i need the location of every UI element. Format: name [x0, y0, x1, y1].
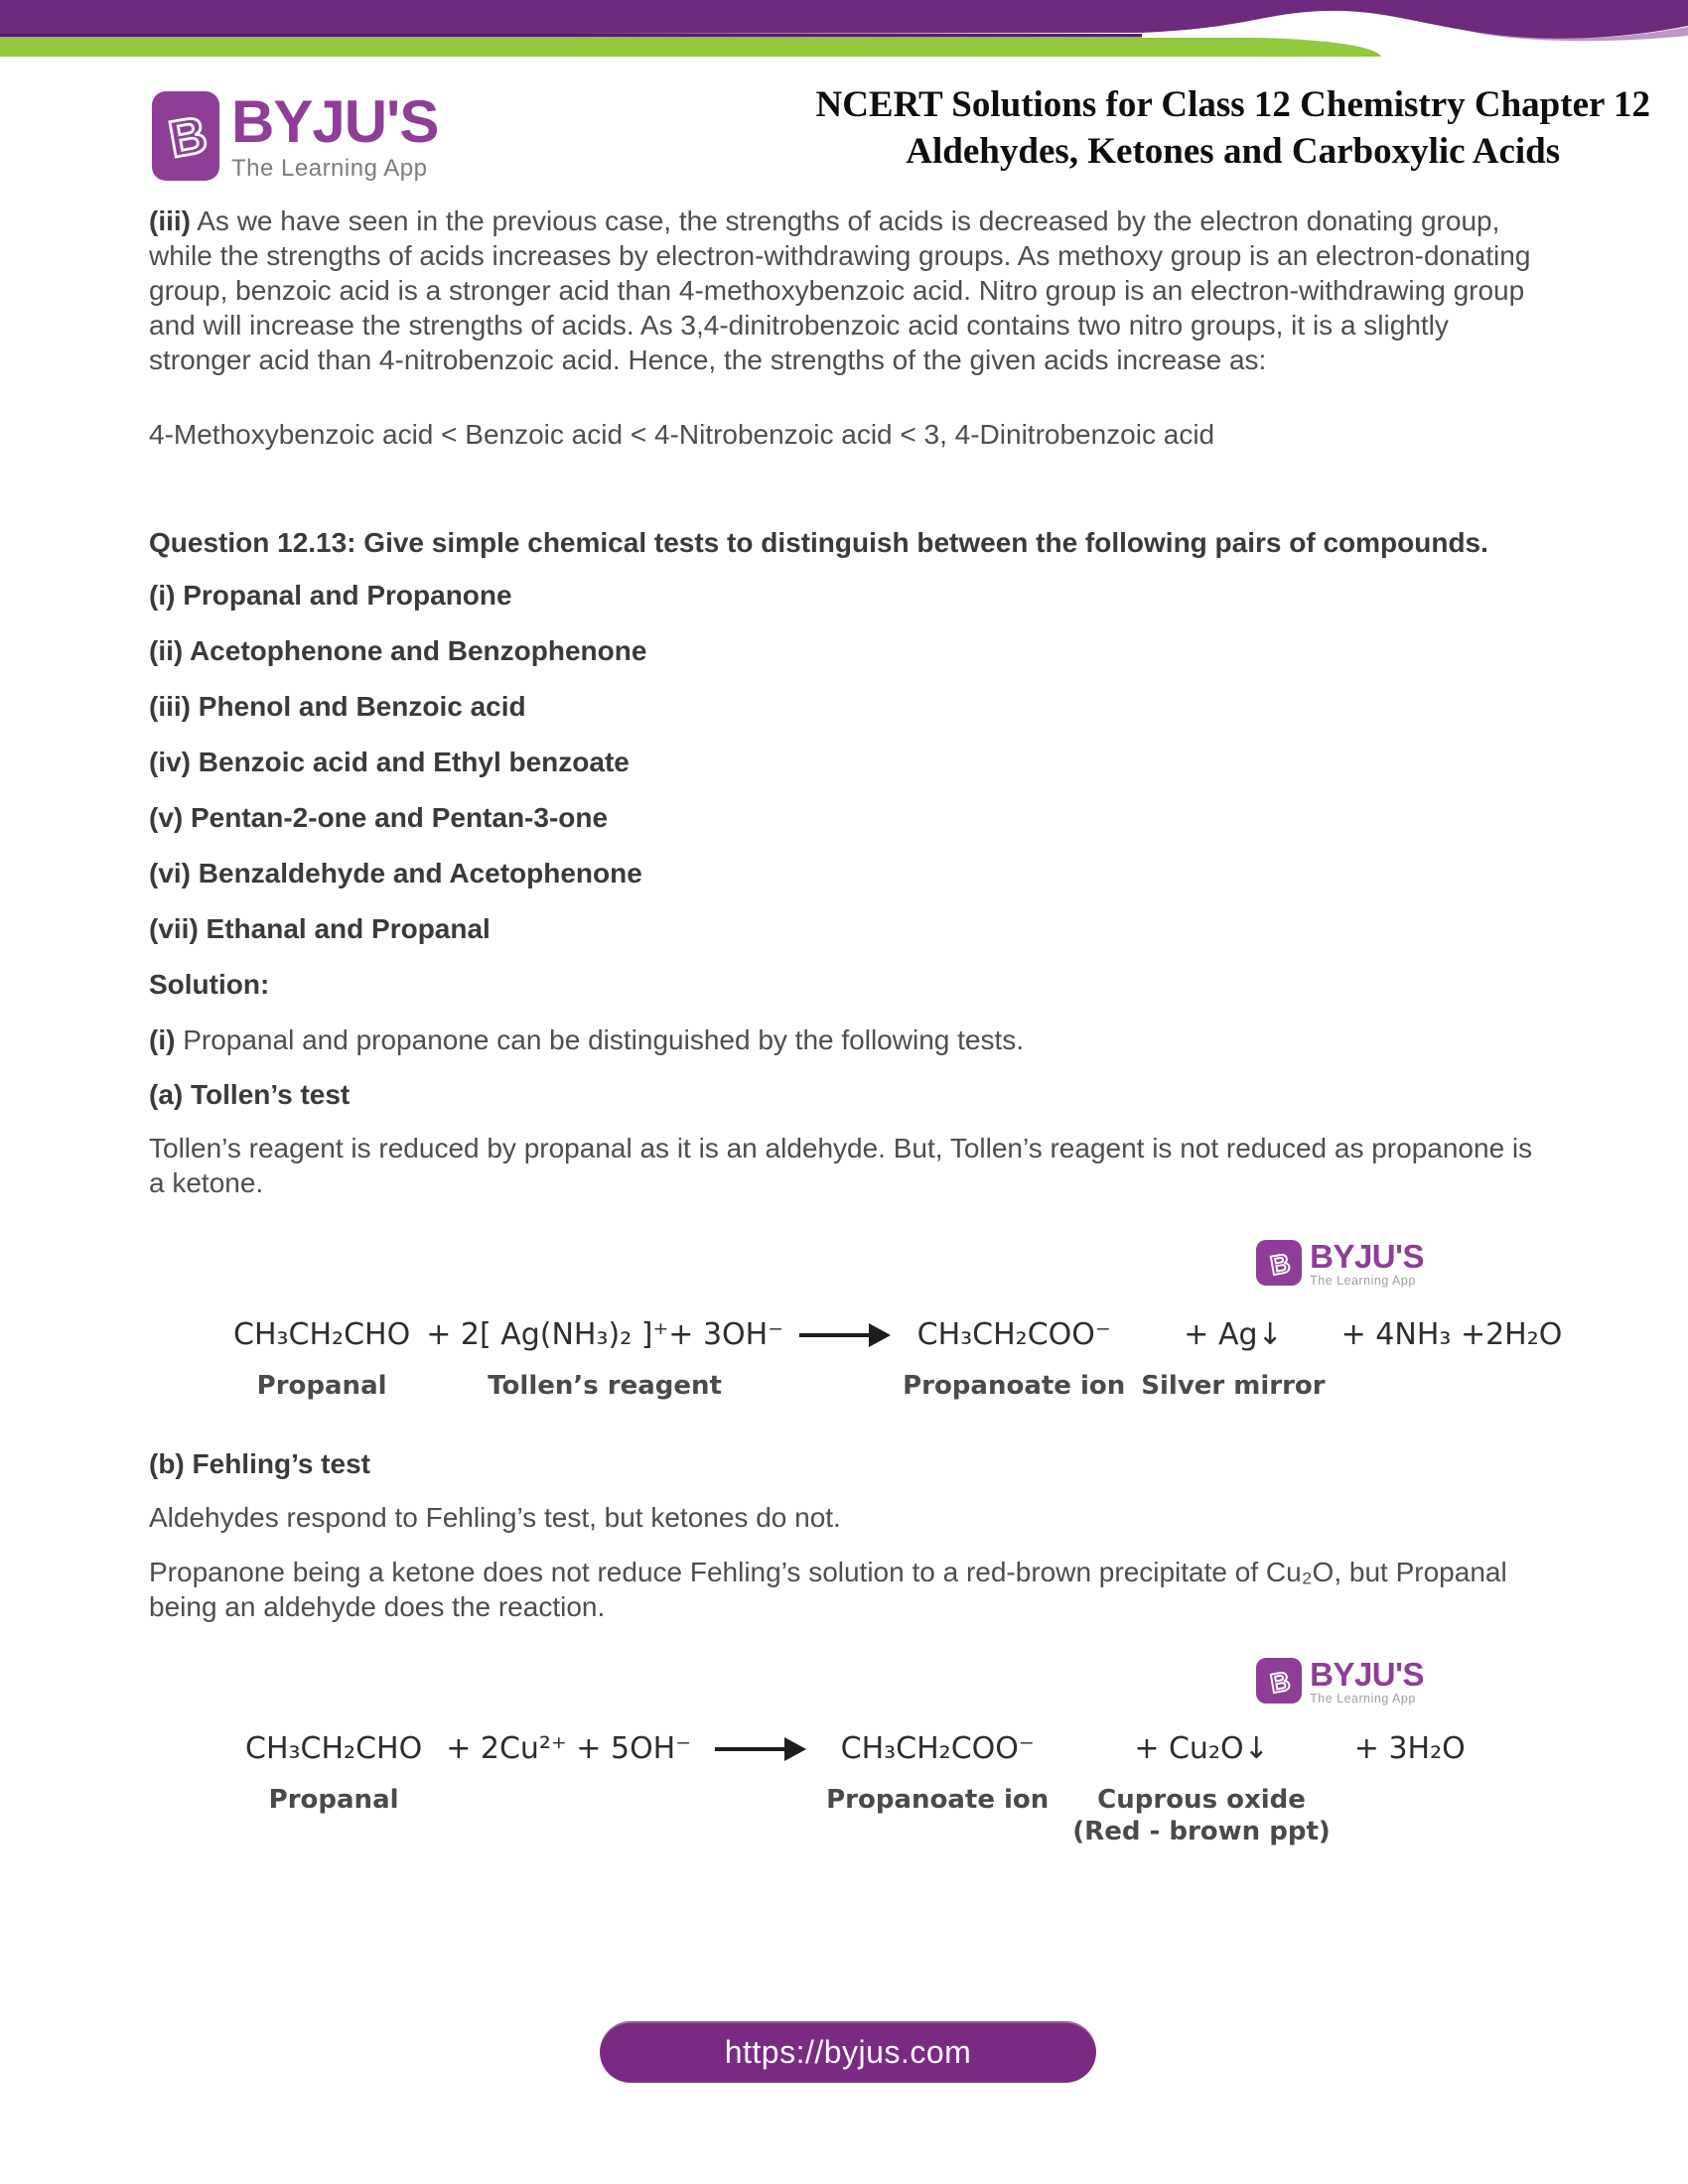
fehlings-equation [245, 1729, 1545, 1847]
purple-wave [0, 0, 1688, 39]
footer-url-pill[interactable] [600, 2021, 1096, 2083]
compound-pair-item-5: (v) Pentan-2-one and Pentan-3-one [149, 802, 609, 833]
solution-intro-text: Propanal and propanone can be distinguished by the following tests. [175, 1024, 1025, 1055]
fehlings-line2: Propanone being a ketone does not reduce Fehling’s solution to a red-brown precipitate of Cu₂O, but Propanal being an aldehyde does the reaction. [149, 1557, 1507, 1622]
tollens-equation [233, 1315, 1563, 1402]
svg-text:B: B [1268, 1666, 1293, 1700]
formula-water: + 3H₂O [1353, 1731, 1466, 1766]
compound-pair-item-1: (i) Propanal and Propanone [149, 580, 512, 611]
term-label: Propanal [268, 1785, 399, 1815]
green-bar [0, 38, 1381, 57]
compound-pair-item-6: (vi) Benzaldehyde and Acetophenone [149, 858, 642, 888]
equation-term [903, 1315, 1125, 1402]
paragraph-text: As we have seen in the previous case, the strengths of acids is decreased by the electron donating group, while the strengths of acids increases by electron-withdrawing groups. As methoxy group is an electron-donating group, benzoic acid is a stronger acid than 4-methoxybenzoic acid. Nitro group is an electron-withdrawing group and will increase the strengths of acids. As 3,4-dinitrobenzoic acid contains two nitro groups, it is a slightly stronger acid than 4-nitrobenzoic acid. Hence, the strengths of the given acids increase as: [149, 205, 1531, 375]
term-label: Silver mirror [1141, 1371, 1326, 1401]
watermark-tagline: The Learning App [1310, 1692, 1416, 1706]
formula-cuprous-oxide: + Cu₂O↓ [1134, 1731, 1269, 1766]
term-label: Tollen’s reagent [488, 1371, 722, 1401]
equation-term [1354, 1729, 1466, 1769]
compound-pair-item-3: (iii) Phenol and Benzoic acid [149, 691, 526, 722]
reaction-arrow [799, 1333, 887, 1337]
byjus-watermark-icon [1256, 1240, 1302, 1286]
solution-intro-label: (i) [149, 1024, 176, 1055]
page-title-line2: Aldehydes, Ketones and Carboxylic Acids [906, 131, 1561, 172]
term-label: Propanal [256, 1371, 387, 1401]
term-label: Propanoate ion [903, 1371, 1126, 1401]
equation-term [826, 1729, 1049, 1816]
footer-url-link[interactable]: https://byjus.com [724, 2033, 972, 2070]
purple-divider [0, 34, 1142, 38]
watermark-wordmark: BYJU'S [1310, 1656, 1424, 1693]
svg-text:B: B [1268, 1248, 1293, 1282]
acid-order-line: 4-Methoxybenzoic acid < Benzoic acid < 4-Nitrobenzoic acid < 3, 4-Dinitrobenzoic acid [149, 419, 1215, 450]
watermark-wordmark: BYJU'S [1310, 1238, 1424, 1275]
tollens-test-description: Tollen’s reagent is reduced by propanal as it is an aldehyde. But, Tollen’s reagent is not reduced as propanone is a ketone. [149, 1133, 1533, 1198]
equation-term [1141, 1315, 1325, 1402]
term-sublabel: (Red - brown ppt) [1072, 1817, 1331, 1846]
byjus-logo-icon [152, 91, 219, 183]
formula-propanal: CH₃CH₂CHO [233, 1317, 411, 1352]
formula-ammonia-water: + 4NH₃ +2H₂O [1340, 1317, 1563, 1352]
page-title [815, 81, 1650, 175]
equation-term [233, 1315, 410, 1402]
formula-tollens-reagent: + 2[ Ag(NH₃)₂ ]⁺+ 3OH⁻ [426, 1317, 784, 1352]
reaction-arrow [715, 1747, 802, 1751]
compound-pair-item-4: (iv) Benzoic acid and Ethyl benzoate [149, 747, 630, 777]
formula-propanal: CH₃CH₂CHO [245, 1731, 423, 1766]
byjus-watermark [149, 1658, 1424, 1706]
main-content [149, 204, 1563, 1847]
tollens-equation-figure [149, 1238, 1563, 1402]
tollens-test-heading: (a) Tollen’s test [149, 1079, 351, 1110]
question-heading: Question 12.13: Give simple chemical tests to distinguish between the following pairs of compounds. [149, 527, 1488, 558]
top-banner [0, 0, 1688, 89]
paragraph-label: (iii) [149, 205, 191, 236]
watermark-tagline: The Learning App [1310, 1274, 1416, 1288]
fehlings-equation-figure [149, 1658, 1545, 1847]
formula-propanoate-ion: CH₃CH₂COO⁻ [840, 1731, 1035, 1766]
byjus-watermark [149, 1240, 1424, 1288]
compound-pair-item-7: (vii) Ethanal and Propanal [149, 913, 491, 944]
term-label: Cuprous oxide [1097, 1785, 1306, 1815]
byjus-wordmark: BYJU'S [231, 88, 439, 155]
compound-pair-item-2: (ii) Acetophenone and Benzophenone [149, 635, 647, 666]
byjus-tagline: The Learning App [231, 155, 428, 182]
svg-text:B: B [164, 105, 211, 170]
solution-heading: Solution: [149, 969, 270, 1000]
equation-term [1072, 1729, 1330, 1847]
formula-silver: + Ag↓ [1184, 1317, 1283, 1352]
formula-cupric-hydroxide: + 2Cu²⁺ + 5OH⁻ [446, 1731, 692, 1766]
equation-term [426, 1315, 783, 1402]
byjus-watermark-icon [1256, 1658, 1302, 1704]
byjus-logo [152, 88, 439, 183]
solution-intro [149, 1023, 1545, 1057]
page-title-line1: NCERT Solutions for Class 12 Chemistry Chapter 12 [815, 84, 1650, 125]
fehlings-line1: Aldehydes respond to Fehling’s test, but ketones do not. [149, 1502, 841, 1533]
paragraph-acid-strength [149, 204, 1545, 377]
fehlings-test-heading: (b) Fehling’s test [149, 1448, 370, 1479]
equation-term [446, 1729, 691, 1769]
equation-term [245, 1729, 422, 1816]
formula-propanoate-ion: CH₃CH₂COO⁻ [916, 1317, 1111, 1352]
term-label: Propanoate ion [826, 1785, 1050, 1815]
equation-term [1341, 1315, 1563, 1355]
